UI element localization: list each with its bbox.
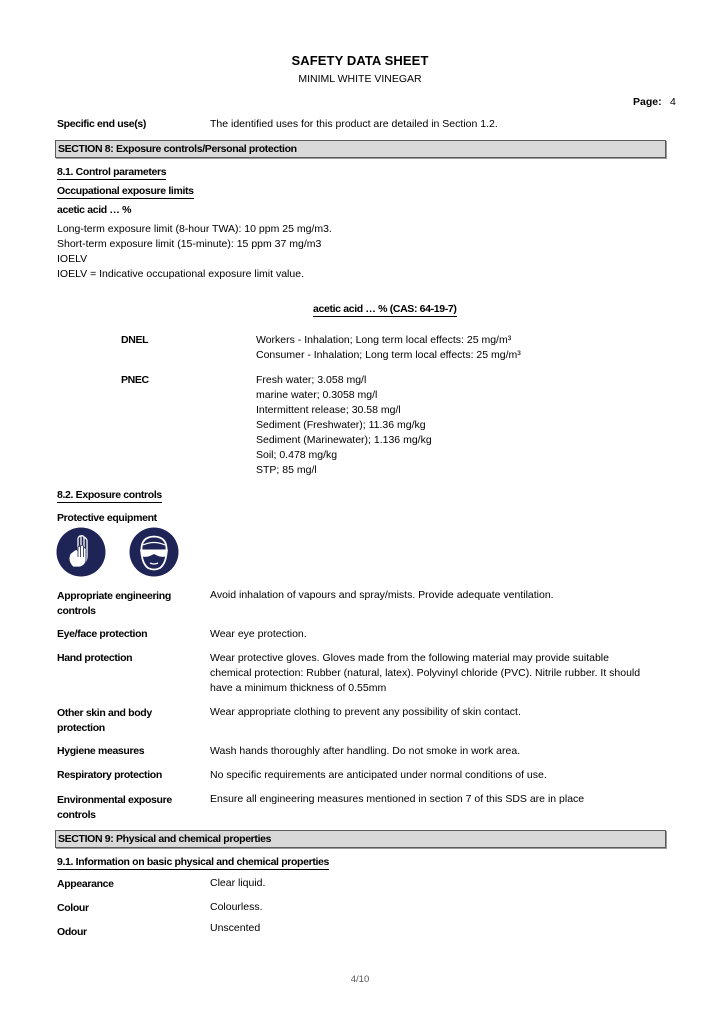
- hygiene-measures-value: Wash hands thoroughly after handling. Do not smoke in work area.: [210, 745, 521, 757]
- gloves-icon: [56, 527, 106, 577]
- odour-value: Unscented: [210, 922, 261, 934]
- appearance-label: Appearance: [57, 878, 114, 890]
- value-line: have a minimum thickness of 0.55mm: [210, 682, 387, 694]
- oel-values: [57, 222, 332, 282]
- section-9-header: SECTION 9: Physical and chemical properties: [55, 830, 666, 848]
- hand-protection-label: Hand protection: [57, 652, 133, 664]
- pnec-line: marine water; 0.3058 mg/l: [256, 389, 378, 401]
- respiratory-protection-value: No specific requirements are anticipated under normal conditions of use.: [210, 769, 547, 781]
- value-line: Wear protective gloves. Gloves made from the following material may provide suitable: [210, 652, 609, 664]
- pnec-line: Intermittent release; 30.58 mg/l: [256, 404, 401, 416]
- environmental-exposure-label: [57, 793, 172, 823]
- pnec-line: Fresh water; 3.058 mg/l: [256, 374, 367, 386]
- pnec-label: PNEC: [121, 374, 149, 386]
- pnec-line: Sediment (Freshwater); 11.36 mg/kg: [256, 419, 426, 431]
- specific-end-use-label: Specific end use(s): [57, 118, 147, 130]
- protective-equipment-label: Protective equipment: [57, 512, 157, 524]
- environmental-exposure-value: Ensure all engineering measures mentioned in section 7 of this SDS are in place: [210, 793, 585, 805]
- control-parameters-heading: 8.1. Control parameters: [57, 166, 167, 178]
- substance-name: acetic acid … %: [57, 204, 132, 216]
- section-8-header: SECTION 8: Exposure controls/Personal protection: [55, 140, 666, 158]
- label-line: Other skin and body: [57, 707, 152, 719]
- colour-value: Colourless.: [210, 901, 263, 913]
- label-line: controls: [57, 809, 96, 821]
- pnec-values: [256, 373, 432, 478]
- dnel-line: Consumer - Inhalation; Long term local effects: 25 mg/m³: [256, 349, 521, 361]
- hand-protection-value: [210, 651, 640, 696]
- colour-label: Colour: [57, 902, 89, 914]
- pnec-line: Soil; 0.478 mg/kg: [256, 449, 338, 461]
- dnel-line: Workers - Inhalation; Long term local effects: 25 mg/m³: [256, 334, 512, 346]
- safety-goggles-icon: [129, 527, 179, 577]
- label-line: Environmental exposure: [57, 794, 172, 806]
- page-number: 4: [670, 96, 676, 108]
- page-label: Page:: [633, 96, 662, 108]
- oel-heading: Occupational exposure limits: [57, 185, 194, 197]
- respiratory-protection-label: Respiratory protection: [57, 769, 162, 781]
- odour-label: Odour: [57, 926, 87, 938]
- product-name: MINIML WHITE VINEGAR: [298, 73, 422, 85]
- skin-body-protection-label: [57, 706, 152, 736]
- label-line: protection: [57, 722, 105, 734]
- engineering-controls-value: Avoid inhalation of vapours and spray/mists. Provide adequate ventilation.: [210, 589, 554, 601]
- oel-line: Short-term exposure limit (15-minute): 15 ppm 37 mg/m3: [57, 238, 322, 250]
- label-line: Appropriate engineering: [57, 590, 171, 602]
- value-line: chemical protection: Rubber (natural, latex). Polyvinyl chloride (PVC). Nitrile rubber. It should: [210, 667, 641, 679]
- cas-heading: acetic acid … % (CAS: 64-19-7): [313, 303, 457, 315]
- label-line: controls: [57, 605, 96, 617]
- pnec-line: Sediment (Marinewater); 1.136 mg/kg: [256, 434, 432, 446]
- exposure-controls-heading: 8.2. Exposure controls: [57, 489, 162, 501]
- pnec-line: STP; 85 mg/l: [256, 464, 317, 476]
- basic-properties-heading: 9.1. Information on basic physical and chemical properties: [57, 856, 330, 868]
- oel-line: Long-term exposure limit (8-hour TWA): 10 ppm 25 mg/m3.: [57, 223, 332, 235]
- eye-face-protection-label: Eye/face protection: [57, 628, 148, 640]
- appearance-value: Clear liquid.: [210, 877, 266, 889]
- oel-line: IOELV = Indicative occupational exposure limit value.: [57, 268, 304, 280]
- eye-face-protection-value: Wear eye protection.: [210, 628, 307, 640]
- hygiene-measures-label: Hygiene measures: [57, 745, 145, 757]
- oel-line: IOELV: [57, 253, 88, 265]
- engineering-controls-label: [57, 589, 171, 619]
- dnel-values: [256, 333, 521, 363]
- skin-body-protection-value: Wear appropriate clothing to prevent any possibility of skin contact.: [210, 706, 521, 718]
- page-indicator: 4/10: [350, 974, 370, 985]
- specific-end-use-value: The identified uses for this product are detailed in Section 1.2.: [210, 118, 498, 130]
- document-title: SAFETY DATA SHEET: [291, 53, 429, 68]
- dnel-label: DNEL: [121, 334, 149, 346]
